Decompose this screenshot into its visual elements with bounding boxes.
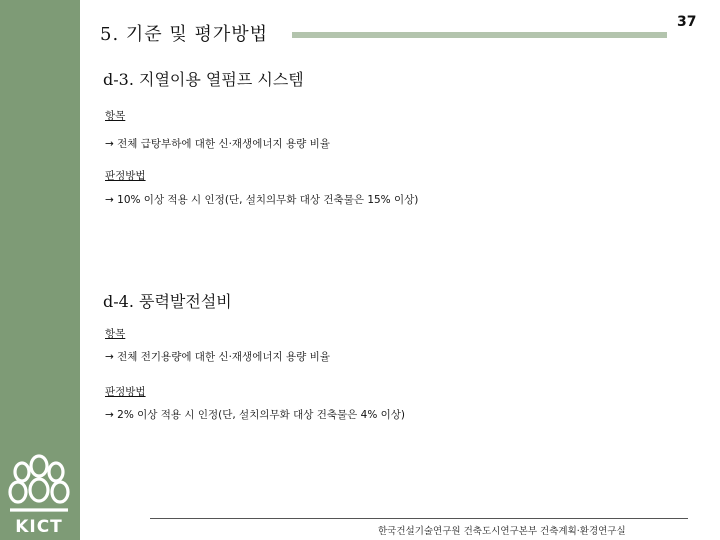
item-text-d3: → 전체 급탕부하에 대한 신·재생에너지 용량 비율 xyxy=(105,138,330,150)
page-number: 37 xyxy=(677,14,697,30)
item-text-d4: → 전체 전기용량에 대한 신·재생에너지 용량 비율 xyxy=(105,351,330,363)
method-label-d4: 판정방법 xyxy=(105,386,146,398)
footer-divider xyxy=(150,518,688,519)
method-text-d4: → 2% 이상 적용 시 인정(단, 설치의무화 대상 건축물은 4% 이상) xyxy=(105,409,406,421)
svg-text:KICT: KICT xyxy=(15,517,63,536)
section-title-d3: d-3. 지열이용 열펌프 시스템 xyxy=(103,70,304,89)
method-text-d3: → 10% 이상 적용 시 인정(단, 설치의무화 대상 건축물은 15% 이상) xyxy=(105,194,419,206)
item-label-d3: 항목 xyxy=(105,110,126,122)
item-label-d4: 항목 xyxy=(105,328,126,340)
header-divider-bar xyxy=(292,32,667,38)
page-title: 5. 기준 및 평가방법 xyxy=(100,24,269,45)
left-sidebar-band xyxy=(0,0,80,540)
method-label-d3: 판정방법 xyxy=(105,170,146,182)
section-title-d4: d-4. 풍력발전설비 xyxy=(103,292,232,311)
kict-logo xyxy=(4,452,74,536)
footer-text: 한국건설기술연구원 건축도시연구본부 건축계획·환경연구실 xyxy=(378,526,626,537)
